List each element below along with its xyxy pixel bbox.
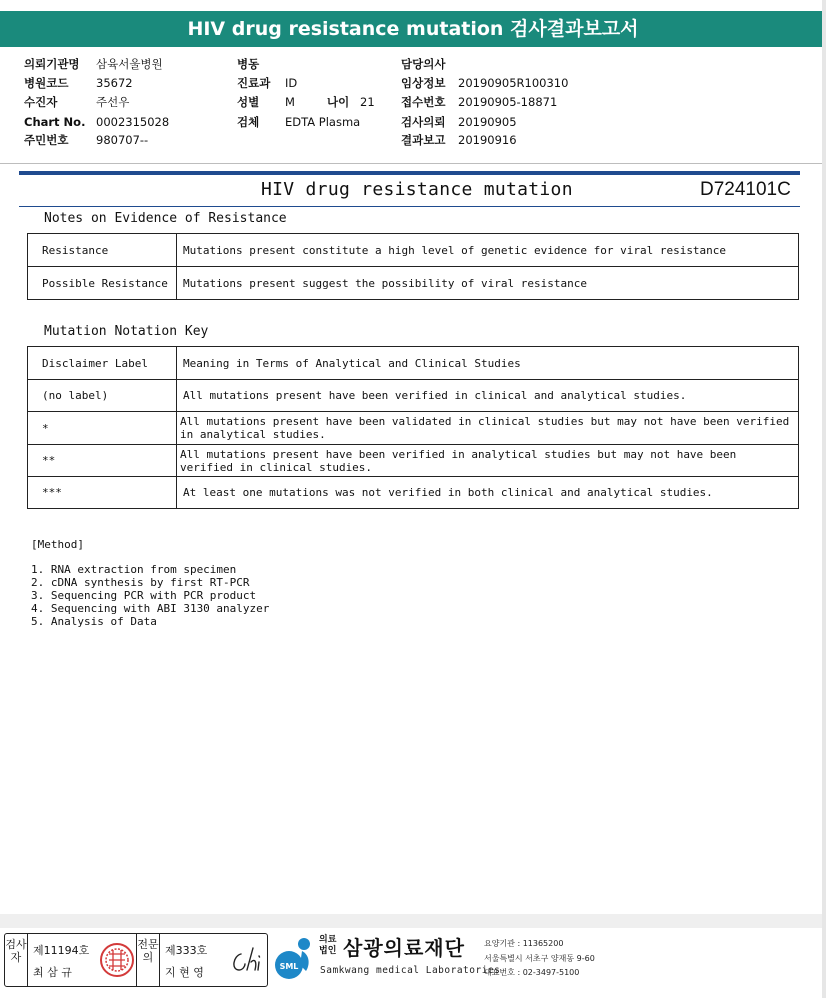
notes-section-title: Notes on Evidence of Resistance [44,211,287,226]
logo-text: SML [279,962,299,971]
receipt-field [401,95,445,109]
notes-label-cell: Resistance [28,234,177,267]
clinical-value: 20190905R100310 [458,76,569,90]
footer-band [0,914,822,928]
org-address: 서울특별시 서초구 양재동 9-60 [484,954,595,963]
key-label-cell: *** [28,477,177,509]
report-top-rule [19,171,800,175]
key-text-cell: At least one mutations was not verified in both clinical and analytical studies. [177,477,799,509]
clinical-field [401,76,445,90]
specimen-label: 검체 [237,115,260,129]
report-code: D724101C [700,179,791,200]
table-row [28,234,799,267]
notes-label-cell: Possible Resistance [28,267,177,300]
sex-value: M [285,95,295,109]
table-row [28,477,799,509]
table-row [28,267,799,300]
examiner-name: 최 삼 규 [33,966,72,979]
hospital-label: 의뢰기관명 [24,57,80,71]
sml-logo-icon [272,935,316,981]
sex-field [237,95,259,109]
table-row [28,412,799,445]
notation-key-table [27,346,799,509]
request-value: 20190905 [458,115,517,129]
doctor-field [401,57,445,71]
method-step: 2. cDNA synthesis by first RT-PCR [31,576,250,589]
hospital-value: 삼육서울병원 [96,57,163,71]
request-label: 검사의뢰 [401,115,446,129]
receipt-value: 20190905-18871 [458,95,558,109]
request-field [401,115,445,129]
age-field [327,95,349,109]
examiner-license: 제11194호 [33,944,90,957]
report-header-title: HIV drug resistance mutation 검사결과보고서 [0,11,826,47]
report-title-rule [19,206,800,207]
receipt-label: 접수번호 [401,95,446,109]
chart-value: 0002315028 [96,115,170,129]
chart-field [24,115,85,129]
report-date-field [401,133,445,147]
sign-divider [159,934,160,986]
clinical-label: 임상정보 [401,76,446,90]
header-divider [0,163,822,164]
key-label-cell: * [28,412,177,445]
care-institution-no: 요양기관 : 11365200 [484,939,564,948]
ward-field [237,57,259,71]
specialist-label: 전문의 [137,938,159,964]
method-list [31,563,269,628]
org-english-name: Samkwang medical Laboratories [320,965,501,976]
sex-label: 성별 [237,95,260,109]
org-name: 삼광의료재단 [343,936,465,960]
ward-label: 병동 [237,57,260,71]
hospital-code-field [24,76,68,90]
key-label-cell: ** [28,445,177,477]
method-step: 4. Sequencing with ABI 3130 analyzer [31,602,270,615]
hospital-field [24,57,80,71]
specialist-license: 제333호 [165,944,208,957]
notes-table [27,233,799,300]
chart-label: Chart No. [24,115,86,129]
age-value: 21 [360,95,375,109]
hospital-code-label: 병원코드 [24,76,69,90]
org-type: 의료법인 [319,935,337,956]
rrn-value: 980707-- [96,133,149,147]
report-title: HIV drug resistance mutation [261,179,573,200]
method-step: 5. Analysis of Data [31,615,157,628]
patient-label: 수진자 [24,95,58,109]
dept-label: 진료과 [237,76,271,90]
notes-text-cell: Mutations present constitute a high level of genetic evidence for viral resistance [177,234,799,267]
table-row [28,445,799,477]
method-step: 3. Sequencing PCR with PCR product [31,589,257,602]
key-text-cell: All mutations present have been verified in clinical and analytical studies. [177,380,799,412]
key-text-cell: All mutations present have been verified in analytical studies but may not have been verified in clinical studies. [177,445,799,477]
official-seal-icon [99,942,135,978]
specimen-value: EDTA Plasma [285,115,361,129]
doctor-label: 담당의사 [401,57,446,71]
key-label-cell: (no label) [28,380,177,412]
hospital-code-value: 35672 [96,76,133,90]
key-text-cell: Meaning in Terms of Analytical and Clinical Studies [177,347,799,380]
page-edge [822,0,826,998]
patient-field [24,95,57,109]
specialist-name: 지 현 영 [165,966,204,979]
method-title: [Method] [31,538,84,551]
examiner-label: 검사자 [5,938,27,964]
key-text-cell: All mutations present have been validated in clinical studies but may not have been verified in analytical studies. [177,412,799,445]
key-section-title: Mutation Notation Key [44,324,209,339]
dept-field [237,76,270,90]
signature-box [4,933,268,987]
notes-text-cell: Mutations present suggest the possibility of viral resistance [177,267,799,300]
specimen-field [237,115,259,129]
method-step: 1. RNA extraction from specimen [31,563,237,576]
sign-divider [27,934,28,986]
table-row [28,380,799,412]
dept-value: ID [285,76,298,90]
rrn-label: 주민번호 [24,133,69,147]
age-label: 나이 [327,95,350,109]
report-date-label: 결과보고 [401,133,446,147]
handwritten-signature-icon [227,940,267,980]
report-date-value: 20190916 [458,133,517,147]
patient-value: 주선우 [96,95,130,109]
table-row [28,347,799,380]
org-phone: 대표번호 : 02-3497-5100 [484,968,580,977]
rrn-field [24,133,68,147]
key-label-cell: Disclaimer Label [28,347,177,380]
